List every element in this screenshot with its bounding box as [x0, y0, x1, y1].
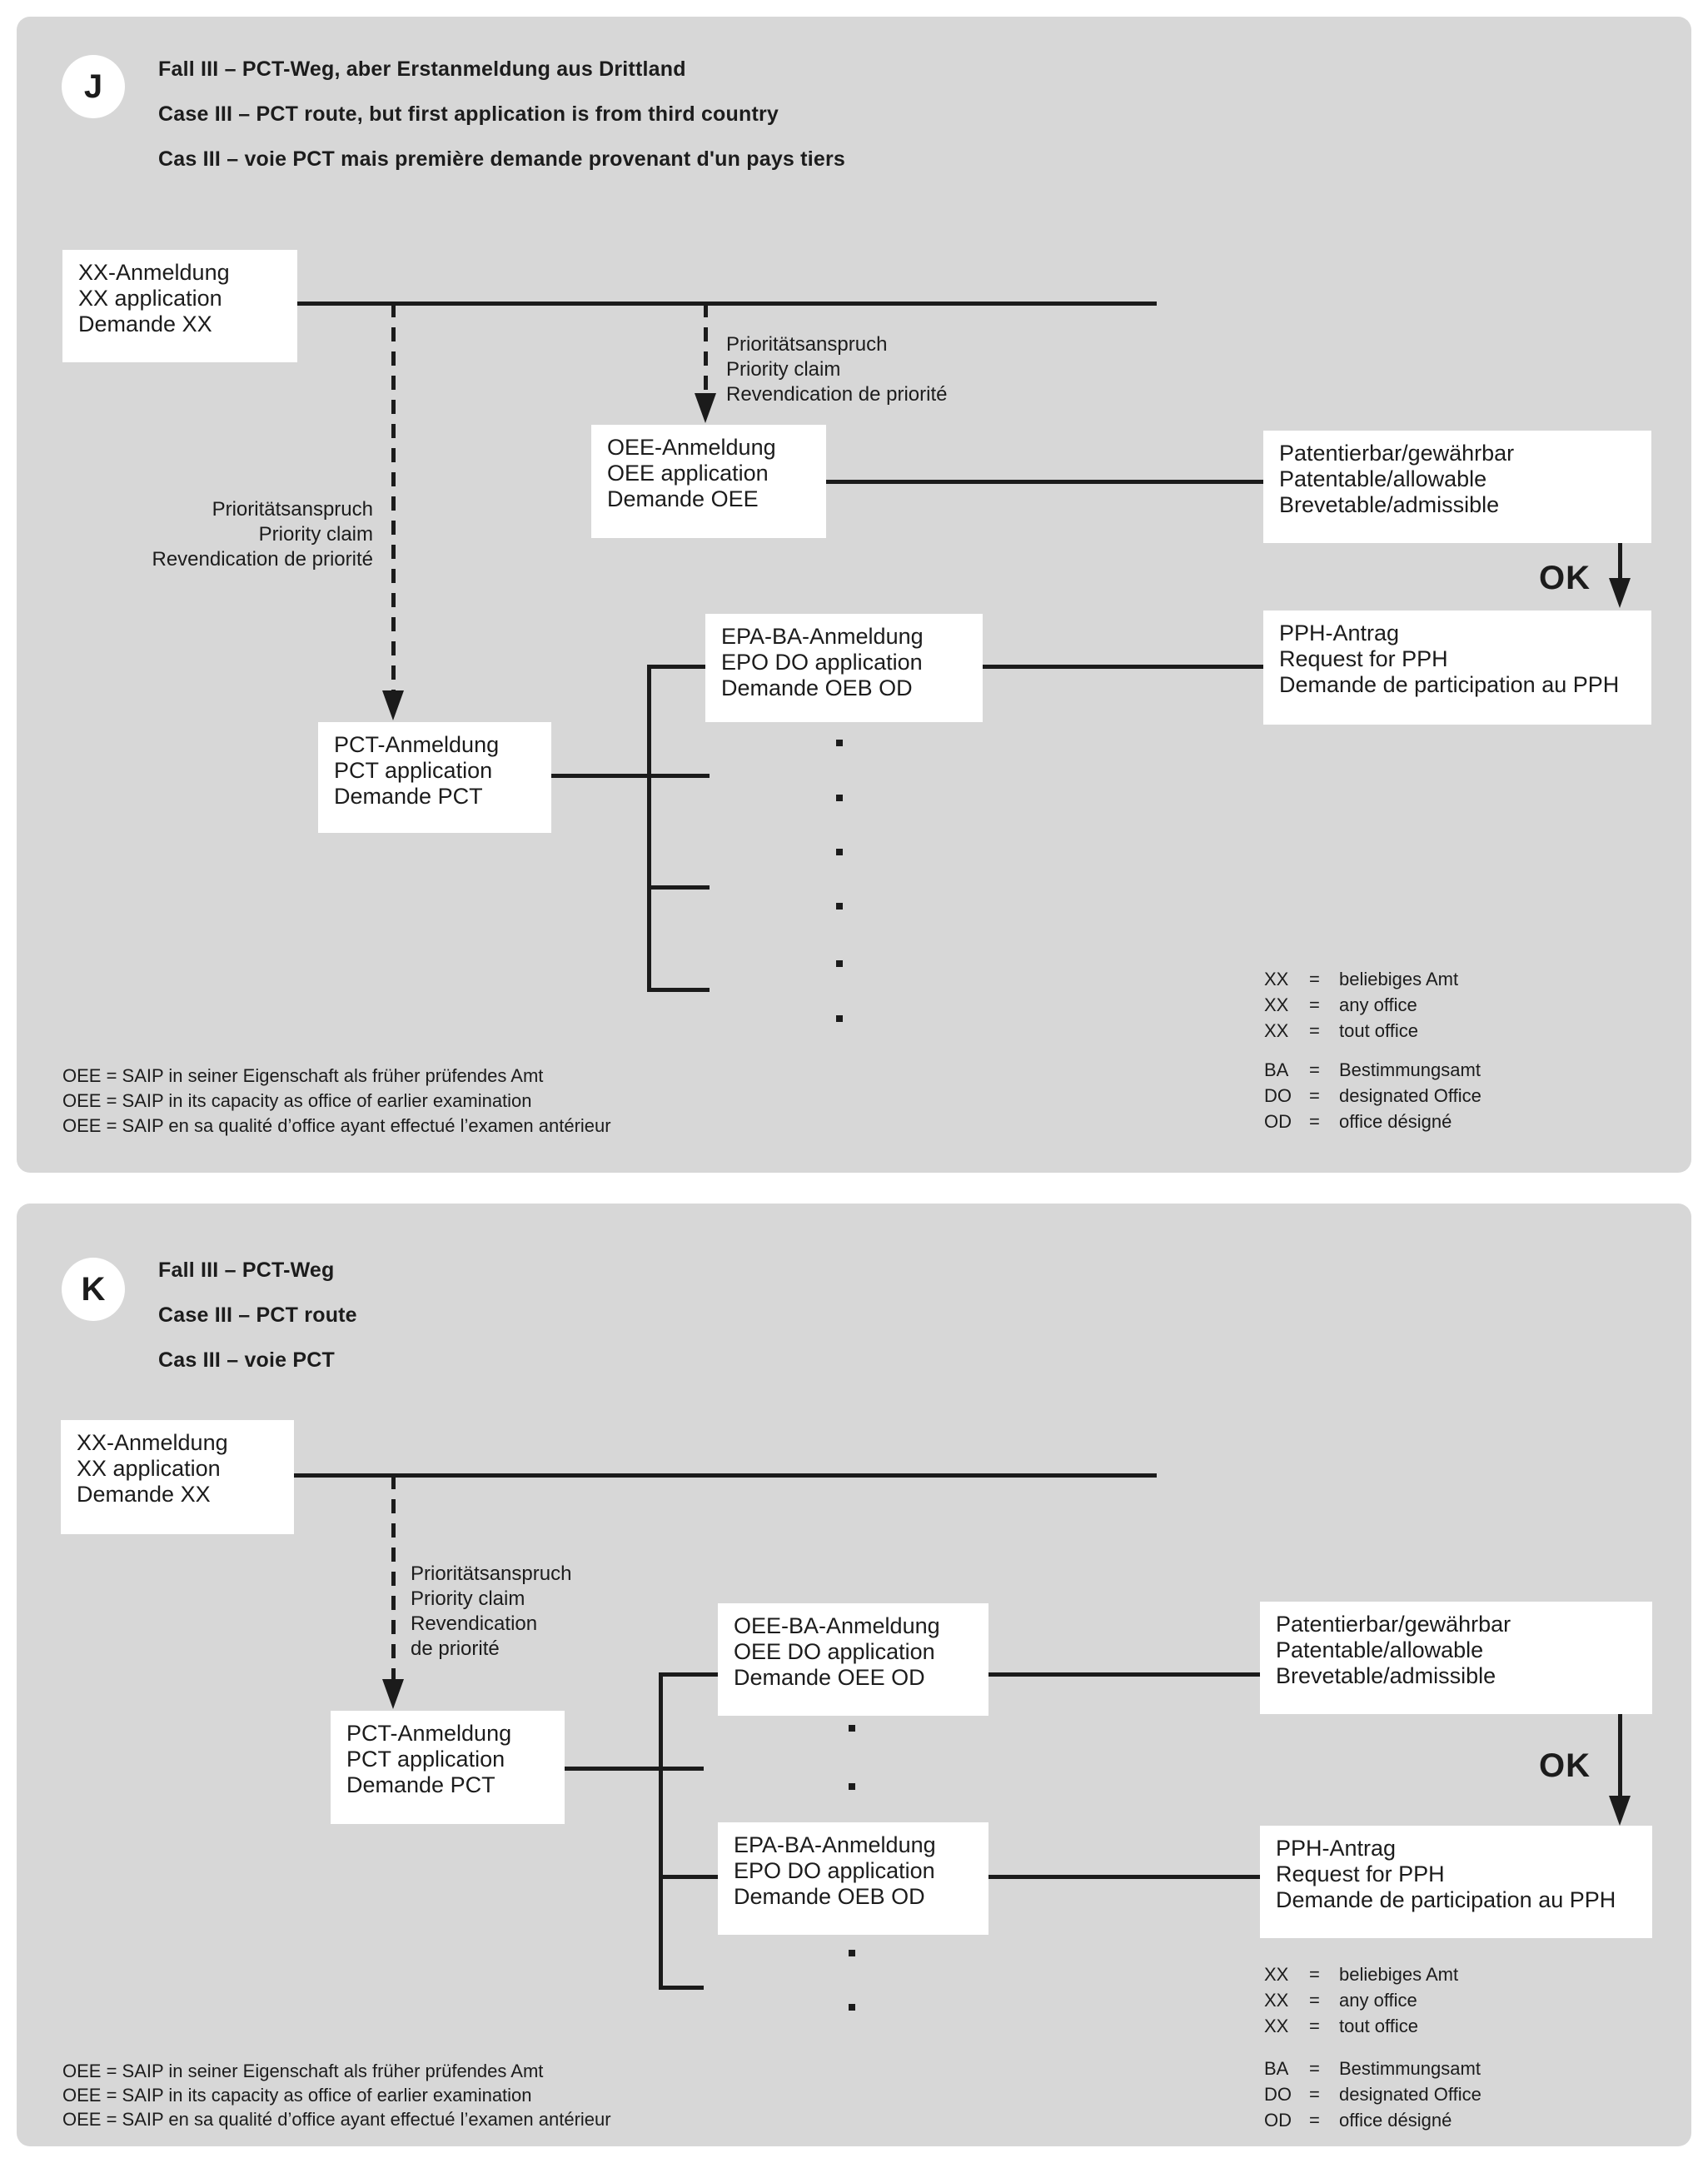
node-line: OEE-BA-Anmeldung — [734, 1613, 940, 1638]
node-oee-application-j — [591, 425, 826, 538]
ellipsis-dot — [836, 849, 843, 855]
node-pph-request-k — [1260, 1826, 1652, 1938]
bracket-vertical-j — [647, 665, 651, 992]
legend-abbr: XX — [1264, 1990, 1289, 2011]
node-line: Demande XX — [78, 311, 212, 336]
arrow-down-oee-j — [695, 393, 716, 423]
timeline-line-k — [294, 1473, 1157, 1478]
ellipsis-dot — [849, 2004, 855, 2011]
legend-line: OEE = SAIP en sa qualité d’office ayant effectué l’examen antérieur — [62, 2109, 611, 2130]
ellipsis-dot — [849, 1783, 855, 1790]
legend-line: OEE = SAIP in seiner Eigenschaft als früher prüfendes Amt — [62, 2061, 544, 2081]
legend-text: beliebiges Amt — [1339, 969, 1459, 989]
ellipsis-dot — [836, 960, 843, 967]
priority-dashed-line-oee-j — [704, 303, 708, 393]
node-line: Patentable/allowable — [1276, 1637, 1484, 1662]
legend-text: any office — [1339, 994, 1417, 1015]
node-epo-do-application-k — [718, 1822, 988, 1935]
legend-eq: = — [1309, 1020, 1320, 1041]
case-badge-j-letter: J — [83, 67, 103, 105]
priority-claim-label-pct-j — [108, 497, 373, 572]
node-line: EPO DO application — [734, 1858, 935, 1883]
ellipsis-dot — [849, 1950, 855, 1956]
node-xx-application-j — [62, 250, 297, 362]
node-line: Request for PPH — [1276, 1861, 1445, 1886]
legend-text: Bestimmungsamt — [1339, 2058, 1481, 2079]
node-line: Demande OEB OD — [734, 1884, 925, 1909]
legend-abbr: XX — [1264, 2016, 1289, 2036]
legend-text: Bestimmungsamt — [1339, 1059, 1481, 1080]
legend-row — [1264, 1964, 1458, 1990]
connector-epa-pph-j — [983, 665, 1263, 669]
legend-eq: = — [1309, 1990, 1320, 2011]
legend-abbr: XX — [1264, 969, 1289, 989]
node-line: Patentierbar/gewährbar — [1279, 441, 1515, 466]
legend-eq: = — [1309, 994, 1320, 1015]
label-line: Priority claim — [411, 1587, 525, 1610]
node-line: Demande OEE — [607, 486, 759, 511]
panel-k-title-de: Fall III – PCT-Weg — [158, 1258, 335, 1282]
node-line: PCT application — [334, 758, 493, 783]
case-badge-j — [62, 55, 125, 118]
priority-claim-label-k — [411, 1562, 571, 1662]
connector-pct-bracket-j — [551, 774, 710, 778]
node-line: OEE DO application — [734, 1639, 935, 1664]
node-line: PCT-Anmeldung — [346, 1721, 512, 1746]
ellipsis-dot — [836, 795, 843, 801]
node-line: Demande PCT — [346, 1772, 495, 1797]
panel-k-title-en: Case III – PCT route — [158, 1303, 357, 1327]
label-line: Revendication — [411, 1612, 538, 1635]
ok-label-k: OK — [1539, 1747, 1591, 1784]
legend-abbr: OD — [1264, 2110, 1292, 2131]
node-line: XX application — [77, 1456, 221, 1481]
legend-abbr: XX — [1264, 994, 1289, 1015]
legend-row — [1264, 2058, 1481, 2084]
legend-row — [1264, 1990, 1458, 2016]
bracket-vertical-k — [659, 1672, 663, 1990]
legend-oee-k — [62, 2059, 611, 2131]
legend-eq: = — [1309, 1111, 1320, 1132]
legend-row — [1264, 1020, 1458, 1046]
label-line: Prioritätsanspruch — [212, 498, 373, 521]
legend-row — [1264, 1111, 1481, 1137]
ellipsis-dot — [836, 903, 843, 910]
legend-eq: = — [1309, 2016, 1320, 2036]
label-line: Revendication de priorité — [726, 383, 948, 406]
panel-j-title-de: Fall III – PCT-Weg, aber Erstanmeldung aus Drittland — [158, 57, 686, 81]
legend-text: tout office — [1339, 2016, 1418, 2036]
legend-abbr: DO — [1264, 1085, 1292, 1106]
legend-line: OEE = SAIP in its capacity as office of earlier examination — [62, 1090, 532, 1111]
ellipsis-dot — [836, 740, 843, 746]
legend-oee-j — [62, 1064, 611, 1139]
legend-xx-j — [1264, 969, 1458, 1046]
label-line: Priority claim — [726, 358, 841, 381]
ok-arrow-head-j — [1609, 578, 1631, 608]
legend-abbr: XX — [1264, 1020, 1289, 1041]
node-oee-do-application-k — [718, 1603, 988, 1716]
label-line: Priority claim — [258, 523, 373, 546]
legend-row — [1264, 2084, 1481, 2110]
bracket-stub-mid-j — [647, 885, 710, 890]
legend-row — [1264, 994, 1458, 1020]
node-line: XX-Anmeldung — [77, 1430, 228, 1455]
legend-line: OEE = SAIP en sa qualité d’office ayant effectué l’examen antérieur — [62, 1115, 611, 1136]
node-line: EPA-BA-Anmeldung — [721, 624, 924, 649]
legend-eq: = — [1309, 969, 1320, 989]
label-line: Prioritätsanspruch — [411, 1562, 572, 1585]
node-line: XX-Anmeldung — [78, 260, 230, 285]
legend-text: beliebiges Amt — [1339, 1964, 1459, 1985]
legend-eq: = — [1309, 2110, 1320, 2131]
legend-row — [1264, 1059, 1481, 1085]
legend-eq: = — [1309, 1964, 1320, 1985]
timeline-line-j — [297, 302, 1157, 306]
label-line: Prioritätsanspruch — [726, 333, 888, 356]
ok-arrow-head-k — [1609, 1796, 1631, 1826]
panel-j-title-fr: Cas III – voie PCT mais première demande provenant d'un pays tiers — [158, 147, 845, 171]
node-line: Demande OEE OD — [734, 1665, 925, 1690]
node-epo-do-application-j — [705, 614, 983, 722]
priority-dashed-line-k — [391, 1475, 396, 1679]
node-line: Demande OEB OD — [721, 675, 913, 700]
node-line: Brevetable/admissible — [1276, 1663, 1496, 1688]
node-line: Patentierbar/gewährbar — [1276, 1612, 1511, 1637]
node-line: EPA-BA-Anmeldung — [734, 1832, 936, 1857]
bracket-stub-top-j — [647, 665, 710, 669]
priority-claim-label-oee-j — [726, 332, 948, 407]
arrow-down-pct-j — [382, 690, 404, 720]
node-line: OEE application — [607, 461, 769, 486]
node-line: Patentable/allowable — [1279, 466, 1487, 491]
bracket-stub-bottom-k — [659, 1986, 704, 1990]
ellipsis-dot — [849, 1725, 855, 1732]
legend-xx-k — [1264, 1964, 1458, 2041]
legend-ba-k — [1264, 2058, 1481, 2136]
ok-arrow-line-j — [1618, 543, 1622, 578]
legend-row — [1264, 1085, 1481, 1111]
legend-row — [1264, 2016, 1458, 2041]
node-line: OEE-Anmeldung — [607, 435, 776, 460]
node-line: PPH-Antrag — [1279, 620, 1400, 645]
legend-abbr: DO — [1264, 2084, 1292, 2105]
connector-oeeba-patentable-k — [988, 1672, 1260, 1677]
bracket-stub-epaba-k — [659, 1875, 718, 1879]
legend-line: OEE = SAIP in its capacity as office of earlier examination — [62, 2085, 532, 2106]
connector-pct-bracket-k — [565, 1767, 704, 1771]
legend-text: any office — [1339, 1990, 1417, 2011]
connector-oee-patentable-j — [826, 480, 1263, 484]
priority-dashed-line-pct-j — [391, 303, 396, 690]
legend-line: OEE = SAIP in seiner Eigenschaft als früher prüfendes Amt — [62, 1065, 544, 1086]
legend-text: designated Office — [1339, 1085, 1481, 1106]
bracket-stub-bottom-j — [647, 988, 710, 992]
node-line: XX application — [78, 286, 222, 311]
legend-abbr: XX — [1264, 1964, 1289, 1985]
node-line: EPO DO application — [721, 650, 923, 675]
legend-eq: = — [1309, 1059, 1320, 1080]
node-line: PCT-Anmeldung — [334, 732, 500, 757]
panel-j-title-en: Case III – PCT route, but first application is from third country — [158, 102, 779, 126]
panel-k-title-fr: Cas III – voie PCT — [158, 1348, 336, 1372]
node-line: PCT application — [346, 1747, 505, 1772]
legend-text: tout office — [1339, 1020, 1418, 1041]
legend-abbr: BA — [1264, 1059, 1289, 1080]
node-patentable-j — [1263, 431, 1651, 543]
legend-text: designated Office — [1339, 2084, 1481, 2105]
label-line: Revendication de priorité — [152, 548, 373, 571]
case-badge-k-letter: K — [81, 1270, 106, 1308]
legend-eq: = — [1309, 1085, 1320, 1106]
legend-eq: = — [1309, 2084, 1320, 2105]
node-line: Brevetable/admissible — [1279, 492, 1500, 517]
node-line: PPH-Antrag — [1276, 1836, 1397, 1861]
bracket-stub-top-k — [659, 1672, 718, 1677]
node-patentable-k — [1260, 1602, 1652, 1714]
legend-row — [1264, 2110, 1481, 2136]
legend-ba-j — [1264, 1059, 1481, 1137]
ok-label-j: OK — [1539, 560, 1591, 596]
node-line: Request for PPH — [1279, 646, 1448, 671]
case-badge-k — [62, 1258, 125, 1321]
legend-eq: = — [1309, 2058, 1320, 2079]
node-pph-request-j — [1263, 611, 1651, 725]
node-line: Demande de participation au PPH — [1276, 1887, 1616, 1912]
node-line: Demande de participation au PPH — [1279, 672, 1620, 697]
legend-row — [1264, 969, 1458, 994]
legend-text: office désigné — [1339, 1111, 1452, 1132]
node-line: Demande XX — [77, 1482, 211, 1507]
node-pct-application-j — [318, 722, 551, 833]
label-line: de priorité — [411, 1637, 500, 1660]
ellipsis-dot — [836, 1015, 843, 1022]
legend-text: office désigné — [1339, 2110, 1452, 2131]
node-xx-application-k — [61, 1420, 294, 1534]
connector-epaba-pph-k — [988, 1875, 1260, 1879]
node-pct-application-k — [331, 1711, 565, 1824]
legend-abbr: BA — [1264, 2058, 1289, 2079]
legend-abbr: OD — [1264, 1111, 1292, 1132]
arrow-down-pct-k — [382, 1679, 404, 1709]
node-line: Demande PCT — [334, 784, 483, 809]
ok-arrow-line-k — [1618, 1714, 1622, 1796]
